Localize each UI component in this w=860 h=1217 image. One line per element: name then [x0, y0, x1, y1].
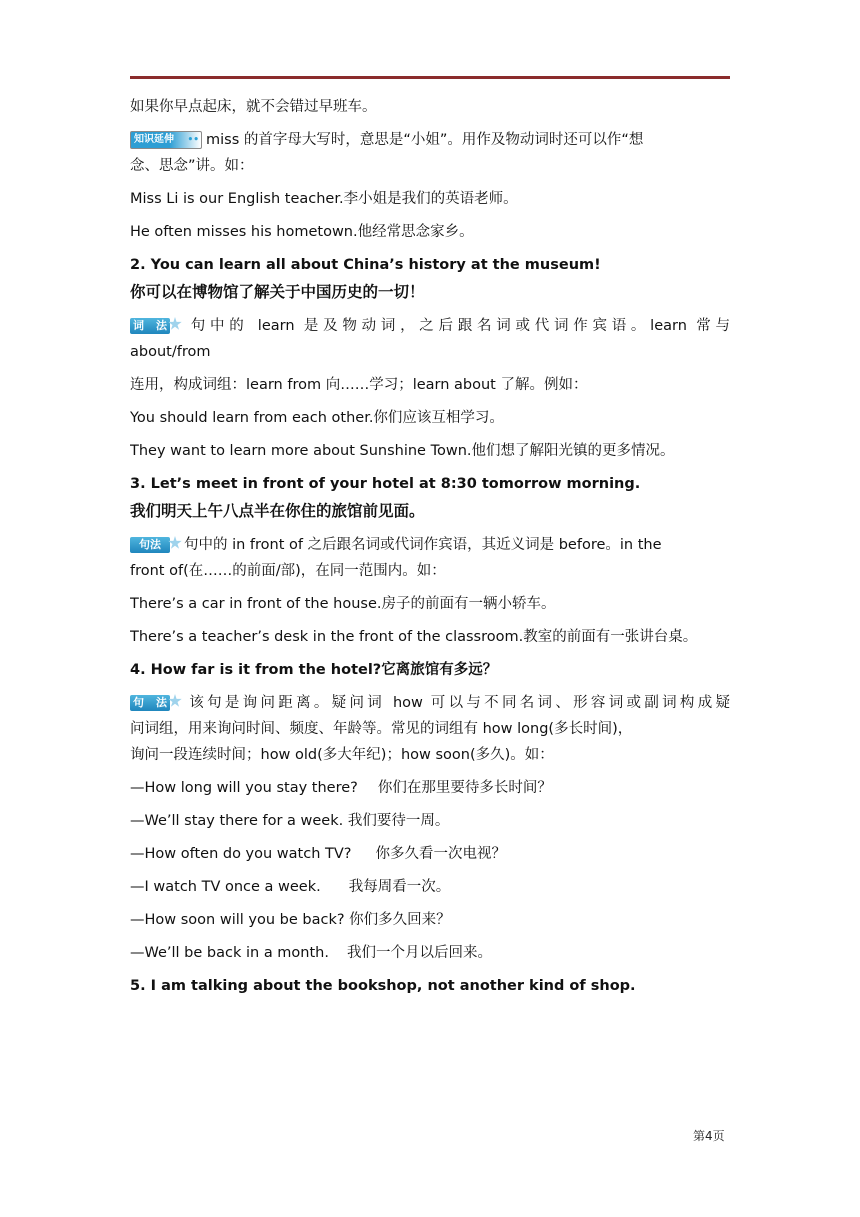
text-line: front of(在……的前面/部)，在同一范围内。如： — [130, 563, 446, 579]
dialogue-line: —We’ll stay there for a week. 我们要待一周。 — [130, 813, 450, 829]
dialogue-line — [130, 777, 730, 799]
cifa-paragraph — [130, 315, 730, 337]
example-sentence: He often misses his hometown.他经常思念家乡。 — [130, 224, 474, 240]
knowledge-extension-badge: 知识延伸 •• — [130, 131, 202, 149]
jufa-badge: 句法 — [130, 695, 170, 711]
dialogue-zh: 你多久看一次电视？ — [375, 846, 506, 862]
dialogue-en: —I watch TV once a week. — [130, 879, 321, 895]
dialogue-line — [130, 843, 730, 865]
example-sentence: They want to learn more about Sunshine Town.他们想了解阳光镇的更多情况。 — [130, 443, 675, 459]
dots-icon: •• — [187, 135, 199, 145]
section-heading-en: 2. You can learn all about China’s history at the museum! — [130, 257, 601, 273]
section-heading-en: 3. Let’s meet in front of your hotel at 8:30 tomorrow morning. — [130, 476, 641, 492]
text-line: 询问一段连续时间；how old(多大年纪)；how soon(多久)。如： — [130, 747, 554, 763]
example-sentence: You should learn from each other.你们应该互相学习。 — [130, 410, 504, 426]
section-heading-zh: 你可以在博物馆了解关于中国历史的一切！ — [130, 283, 425, 301]
document-body — [130, 96, 730, 997]
header-rule — [130, 76, 730, 79]
section-heading-en: 5. I am talking about the bookshop, not another kind of shop. — [130, 978, 636, 994]
example-sentence: There’s a teacher’s desk in the front of the classroom.教室的前面有一张讲台桌。 — [130, 629, 698, 645]
text-line: 该句是询问距离。疑问词 how 可以与不同名词、形容词或副词构成疑 — [186, 695, 730, 711]
example-sentence: There’s a car in front of the house.房子的前面有一辆小轿车。 — [130, 596, 556, 612]
text-line: 句中的 learn 是及物动词，之后跟名词或代词作宾语。learn 常与 — [186, 318, 730, 334]
text-line: 问词组，用来询问时间、频度、年龄等。常见的词组有 how long(多长时间)， — [130, 721, 633, 737]
cifa-badge: 词法 — [130, 318, 170, 334]
dialogue-zh: 我每周看一次。 — [348, 879, 451, 895]
dialogue-en: —How long will you stay there? — [130, 780, 358, 796]
text-line: about/from — [130, 344, 211, 360]
jufa-badge: 句法 — [130, 537, 170, 553]
knowledge-extension-paragraph — [130, 129, 730, 151]
text-line: miss 的首字母大写时，意思是“小姐”。用作及物动词时还可以作“想 — [206, 132, 644, 148]
section-heading: 4. How far is it from the hotel?它离旅馆有多远？ — [130, 662, 498, 678]
jufa-paragraph — [130, 692, 730, 714]
dialogue-line: —How soon will you be back? 你们多久回来？ — [130, 912, 451, 928]
page-number: 第4页 — [693, 1129, 725, 1143]
text-line: 如果你早点起床，就不会错过早班车。 — [130, 99, 377, 115]
dialogue-en: —We’ll be back in a month. — [130, 945, 329, 961]
dialogue-zh: 我们一个月以后回来。 — [346, 945, 492, 961]
text-line: 连用，构成词组：learn from 向……学习；learn about 了解。例如： — [130, 377, 588, 393]
text-line: 句中的 in front of 之后跟名词或代词作宾语，其近义词是 before。in the — [184, 537, 662, 553]
section-heading-zh: 我们明天上午八点半在你住的旅馆前见面。 — [130, 502, 425, 520]
text-line: 念、思念”讲。如： — [130, 158, 254, 174]
dialogue-zh: 你们在那里要待多长时间？ — [377, 780, 552, 796]
example-sentence: Miss Li is our English teacher.李小姐是我们的英语老师。 — [130, 191, 518, 207]
dialogue-line — [130, 876, 730, 898]
dialogue-line — [130, 942, 730, 964]
jufa-paragraph — [130, 534, 730, 556]
dialogue-en: —How often do you watch TV? — [130, 846, 352, 862]
